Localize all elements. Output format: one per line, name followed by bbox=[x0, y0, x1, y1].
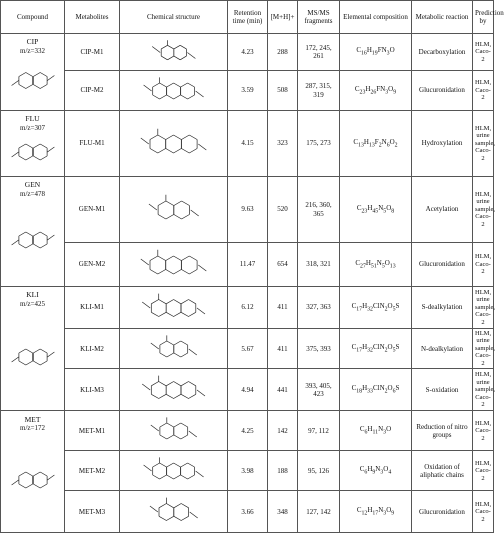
compound-name: GEN bbox=[24, 180, 41, 190]
prediction-cell: HLM, urine sample, Caco-2 bbox=[473, 177, 494, 243]
retention-time-cell: 3.66 bbox=[228, 491, 268, 533]
metabolic-reaction-cell: Hydroxylation bbox=[412, 111, 473, 177]
compound-cell bbox=[1, 34, 65, 111]
compound-structure-drawing bbox=[6, 308, 60, 406]
compound-name: KLI bbox=[26, 290, 39, 300]
header-compound: Compound bbox=[1, 1, 65, 34]
msms-cell: 95, 126 bbox=[298, 451, 340, 491]
chemical-structure-drawing bbox=[126, 179, 222, 241]
metabolite-cell: MET-M3 bbox=[65, 491, 120, 533]
chemical-structure-drawing bbox=[126, 453, 222, 489]
prediction-cell: HLM, Caco-2 bbox=[473, 243, 494, 287]
chemical-structure-drawing bbox=[126, 413, 222, 449]
structure-cell bbox=[120, 243, 228, 287]
elemental-composition-cell: $C_{18}H_{33}ClN_2O_6S$ bbox=[340, 369, 412, 411]
header-prediction: Prediction by bbox=[473, 1, 494, 34]
compound-mz: m/z=307 bbox=[20, 123, 45, 132]
metabolite-cell: FLU-M1 bbox=[65, 111, 120, 177]
compound-structure-drawing bbox=[6, 55, 60, 106]
structure-cell bbox=[120, 411, 228, 451]
retention-time-cell: 3.98 bbox=[228, 451, 268, 491]
metabolite-cell: GEN-M1 bbox=[65, 177, 120, 243]
retention-time-cell: 11.47 bbox=[228, 243, 268, 287]
header-row bbox=[1, 1, 494, 34]
compound-mz: m/z=425 bbox=[20, 299, 45, 308]
table-row bbox=[1, 411, 494, 451]
header-elemental: Elemental composition bbox=[340, 1, 412, 34]
elemental-composition-cell: $C_6H_9N_3O_4$ bbox=[340, 451, 412, 491]
table-row bbox=[1, 451, 494, 491]
metabolite-cell: GEN-M2 bbox=[65, 243, 120, 287]
compound-name: MET bbox=[24, 414, 41, 424]
mh-cell: 411 bbox=[268, 287, 298, 329]
msms-cell: 216, 360, 365 bbox=[298, 177, 340, 243]
table-row bbox=[1, 177, 494, 243]
mh-cell: 654 bbox=[268, 243, 298, 287]
prediction-cell: HLM, Caco-2 bbox=[473, 451, 494, 491]
retention-time-cell: 4.25 bbox=[228, 411, 268, 451]
metabolic-reaction-cell: S-oxidation bbox=[412, 369, 473, 411]
structure-cell bbox=[120, 491, 228, 533]
prediction-cell: HLM, urine sample, Caco-2 bbox=[473, 369, 494, 411]
mh-cell: 188 bbox=[268, 451, 298, 491]
compound-name: FLU bbox=[25, 114, 40, 124]
table-row bbox=[1, 111, 494, 177]
retention-time-cell: 9.63 bbox=[228, 177, 268, 243]
metabolite-cell: KLI-M1 bbox=[65, 287, 120, 329]
elemental-composition-cell: $C_{17}H_{32}ClN_2O_5S$ bbox=[340, 329, 412, 369]
structure-cell bbox=[120, 369, 228, 411]
table-row bbox=[1, 369, 494, 411]
prediction-cell: HLM, urine sample, Caco-2 bbox=[473, 287, 494, 329]
mh-cell: 520 bbox=[268, 177, 298, 243]
mh-cell: 441 bbox=[268, 369, 298, 411]
chemical-structure-drawing bbox=[126, 73, 222, 109]
msms-cell: 127, 142 bbox=[298, 491, 340, 533]
metabolite-cell: CIP-M2 bbox=[65, 71, 120, 111]
chemical-structure-drawing bbox=[126, 113, 222, 175]
metabolic-reaction-cell: Glucuronidation bbox=[412, 71, 473, 111]
header-metabolites: Metabolites bbox=[65, 1, 120, 34]
prediction-cell: HLM, Caco-2 bbox=[473, 34, 494, 71]
metabolic-reaction-cell: Glucuronidation bbox=[412, 491, 473, 533]
mh-cell: 348 bbox=[268, 491, 298, 533]
mh-cell: 288 bbox=[268, 34, 298, 71]
msms-cell: 287, 315, 319 bbox=[298, 71, 340, 111]
mh-cell: 323 bbox=[268, 111, 298, 177]
metabolite-cell: MET-M2 bbox=[65, 451, 120, 491]
metabolic-reaction-cell: Oxidation of aliphatic chains bbox=[412, 451, 473, 491]
compound-cell bbox=[1, 111, 65, 177]
msms-cell: 375, 393 bbox=[298, 329, 340, 369]
metabolite-cell: KLI-M3 bbox=[65, 369, 120, 411]
header-structure: Chemical structure bbox=[120, 1, 228, 34]
prediction-cell: HLM, Caco-2 bbox=[473, 411, 494, 451]
compound-cell bbox=[1, 177, 65, 287]
prediction-cell: HLM, Caco-2 bbox=[473, 71, 494, 111]
elemental-composition-cell: $C_{17}H_{32}ClN_2O_5S$ bbox=[340, 287, 412, 329]
retention-time-cell: 4.23 bbox=[228, 34, 268, 71]
header-reaction: Metabolic reaction bbox=[412, 1, 473, 34]
compound-name: CIP bbox=[26, 37, 39, 47]
metabolic-reaction-cell: Acetylation bbox=[412, 177, 473, 243]
elemental-composition-cell: $C_{12}H_{17}N_3O_9$ bbox=[340, 491, 412, 533]
metabolic-reaction-cell: S-dealkylation bbox=[412, 287, 473, 329]
table-row bbox=[1, 329, 494, 369]
metabolite-cell: MET-M1 bbox=[65, 411, 120, 451]
structure-cell bbox=[120, 329, 228, 369]
structure-cell bbox=[120, 287, 228, 329]
chemical-structure-drawing bbox=[126, 36, 222, 69]
mh-cell: 508 bbox=[268, 71, 298, 111]
header-rt: Retention time (min) bbox=[228, 1, 268, 34]
chemical-structure-drawing bbox=[126, 493, 222, 531]
chemical-structure-drawing bbox=[126, 331, 222, 367]
table-row bbox=[1, 71, 494, 111]
metabolite-cell: CIP-M1 bbox=[65, 34, 120, 71]
mh-cell: 411 bbox=[268, 329, 298, 369]
retention-time-cell: 4.94 bbox=[228, 369, 268, 411]
compound-mz: m/z=478 bbox=[20, 189, 45, 198]
chemical-structure-drawing bbox=[126, 245, 222, 285]
structure-cell bbox=[120, 451, 228, 491]
msms-cell: 393, 405, 423 bbox=[298, 369, 340, 411]
table-row bbox=[1, 287, 494, 329]
retention-time-cell: 3.59 bbox=[228, 71, 268, 111]
compound-structure-drawing bbox=[6, 132, 60, 172]
metabolic-reaction-cell: Decarboxylation bbox=[412, 34, 473, 71]
metabolic-reaction-cell: Glucuronidation bbox=[412, 243, 473, 287]
structure-cell bbox=[120, 111, 228, 177]
retention-time-cell: 6.12 bbox=[228, 287, 268, 329]
elemental-composition-cell: $C_{13}H_{13}F_2N_6O_2$ bbox=[340, 111, 412, 177]
retention-time-cell: 5.67 bbox=[228, 329, 268, 369]
retention-time-cell: 4.15 bbox=[228, 111, 268, 177]
compound-structure-drawing bbox=[6, 432, 60, 528]
compound-cell bbox=[1, 411, 65, 533]
prediction-cell: HLM, urine sample, Caco-2 bbox=[473, 329, 494, 369]
prediction-cell: HLM, urine sample, Caco-2 bbox=[473, 111, 494, 177]
mh-cell: 142 bbox=[268, 411, 298, 451]
elemental-composition-cell: $C_{27}H_{51}N_5O_{13}$ bbox=[340, 243, 412, 287]
table-row bbox=[1, 491, 494, 533]
compound-structure-drawing bbox=[6, 198, 60, 282]
structure-cell bbox=[120, 71, 228, 111]
elemental-composition-cell: $C_6H_{11}N_3O$ bbox=[340, 411, 412, 451]
compound-mz: m/z=332 bbox=[20, 46, 45, 55]
header-mh: [M+H]+ bbox=[268, 1, 298, 34]
prediction-cell: HLM, Caco-2 bbox=[473, 491, 494, 533]
msms-cell: 175, 273 bbox=[298, 111, 340, 177]
header-msms: MS/MS fragments bbox=[298, 1, 340, 34]
elemental-composition-cell: $C_{16}H_{19}FN_3O$ bbox=[340, 34, 412, 71]
table-row bbox=[1, 34, 494, 71]
structure-cell bbox=[120, 177, 228, 243]
table-row bbox=[1, 243, 494, 287]
chemical-structure-drawing bbox=[126, 371, 222, 409]
metabolic-reaction-cell: N-dealkylation bbox=[412, 329, 473, 369]
msms-cell: 97, 112 bbox=[298, 411, 340, 451]
structure-cell bbox=[120, 34, 228, 71]
msms-cell: 172, 245, 261 bbox=[298, 34, 340, 71]
metabolic-reaction-cell: Reduction of nitro groups bbox=[412, 411, 473, 451]
compound-cell bbox=[1, 287, 65, 411]
metabolite-cell: KLI-M2 bbox=[65, 329, 120, 369]
msms-cell: 318, 321 bbox=[298, 243, 340, 287]
compound-mz: m/z=172 bbox=[20, 424, 45, 433]
msms-cell: 327, 363 bbox=[298, 287, 340, 329]
chemical-structure-drawing bbox=[126, 289, 222, 327]
elemental-composition-cell: $C_{23}H_{45}N_5O_8$ bbox=[340, 177, 412, 243]
elemental-composition-cell: $C_{23}H_{26}FN_3O_9$ bbox=[340, 71, 412, 111]
